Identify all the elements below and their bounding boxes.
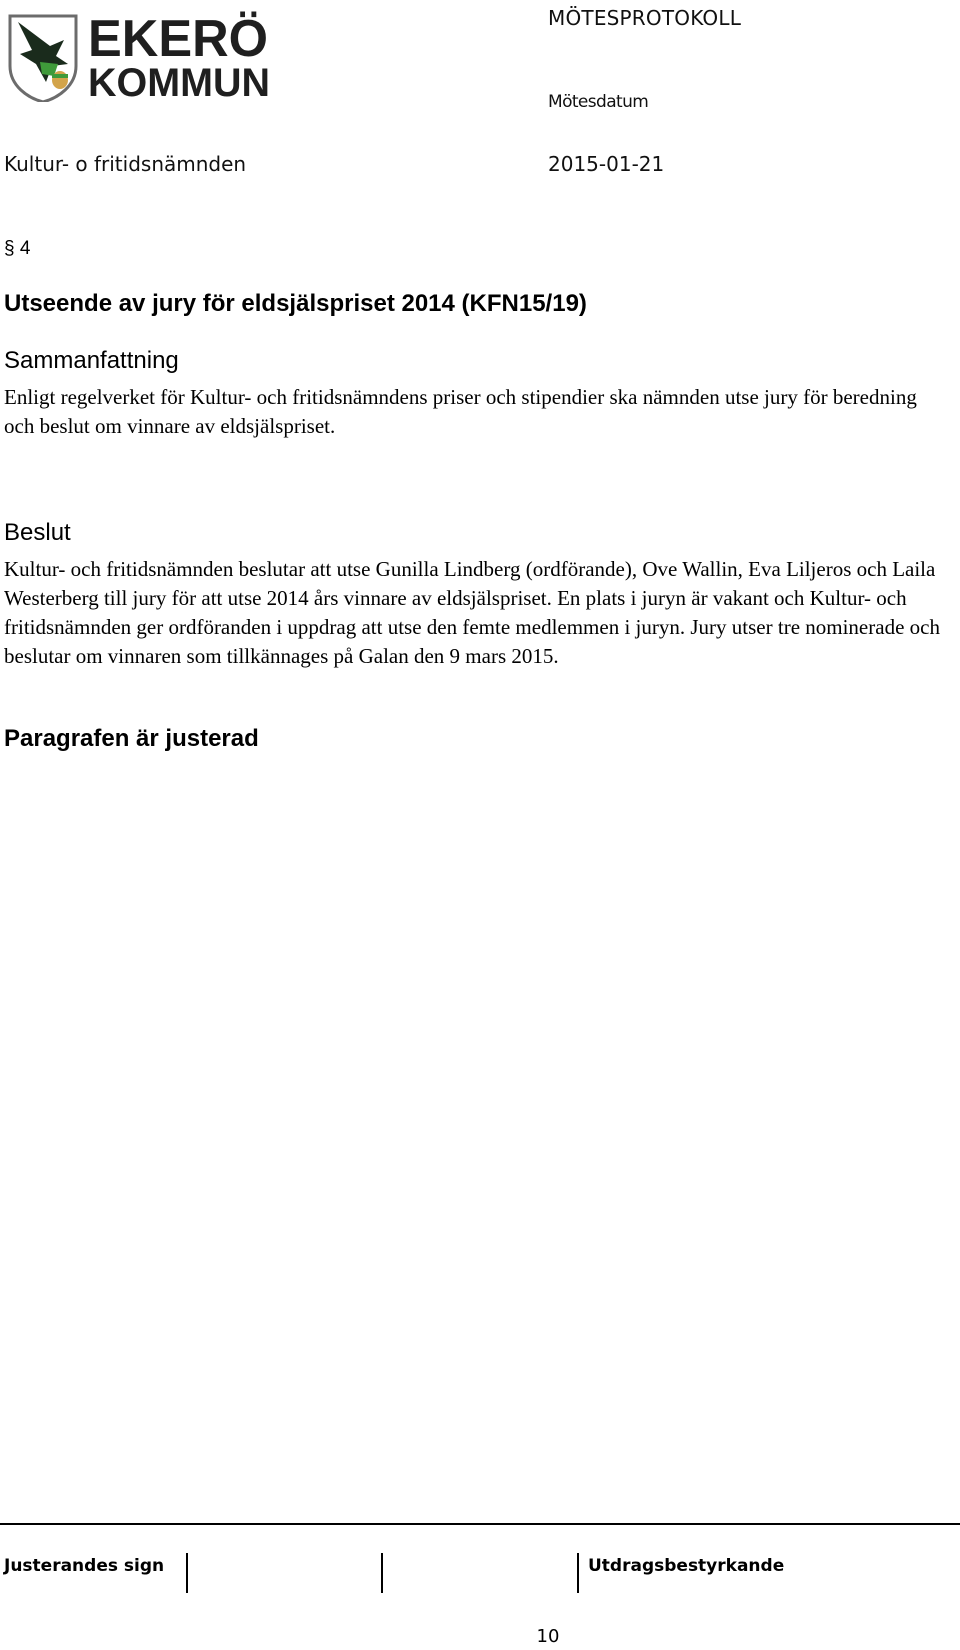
adjusted-heading: Paragrafen är justerad — [4, 725, 259, 752]
signature-box-divider — [381, 1553, 383, 1593]
summary-heading: Sammanfattning — [4, 347, 179, 374]
document-type: MÖTESPROTOKOLL — [548, 6, 742, 30]
decision-heading: Beslut — [4, 519, 71, 546]
summary-text: Enligt regelverket för Kultur- och fritidsnämndens priser och stipendier ska nämnden utse jury för beredning och beslut om vinnare av eldsjälspriset. — [4, 385, 917, 438]
ekero-kommun-logo — [6, 4, 278, 102]
page-number: 10 — [536, 1626, 560, 1647]
svg-text:KOMMUN: KOMMUN — [88, 61, 270, 102]
meeting-date-label: Mötesdatum — [548, 92, 649, 112]
justerandes-sign-label: Justerandes sign — [4, 1556, 165, 1576]
signature-box-divider — [186, 1553, 188, 1593]
committee-name: Kultur- o fritidsnämnden — [4, 152, 247, 176]
utdragsbestyrkande-label: Utdragsbestyrkande — [588, 1556, 785, 1576]
item-title: Utseende av jury för eldsjälspriset 2014 (KFN15/19) — [4, 290, 587, 317]
meeting-date: 2015-01-21 — [548, 152, 665, 176]
logo-wordmark: EKERÖ — [88, 10, 268, 68]
coat-of-arms-icon — [10, 16, 76, 102]
signature-box-divider — [577, 1553, 579, 1593]
paragraph-number: § 4 — [4, 238, 31, 259]
footer-divider — [0, 1523, 960, 1525]
decision-text: Kultur- och fritidsnämnden beslutar att utse Gunilla Lindberg (ordförande), Ove Wallin, Eva Liljeros och Laila Westerberg till jury för att utse 2014 års vinnare av eldsjälspriset. En plats i juryn är vakant och Kultur- och fritidsnämnden ger ordföranden i uppdrag att utse den femte medlemmen i juryn. Jury utser tre nominerade och beslutar om vinnaren som tillkännages på Galan den 9 mars 2015. — [4, 557, 940, 668]
